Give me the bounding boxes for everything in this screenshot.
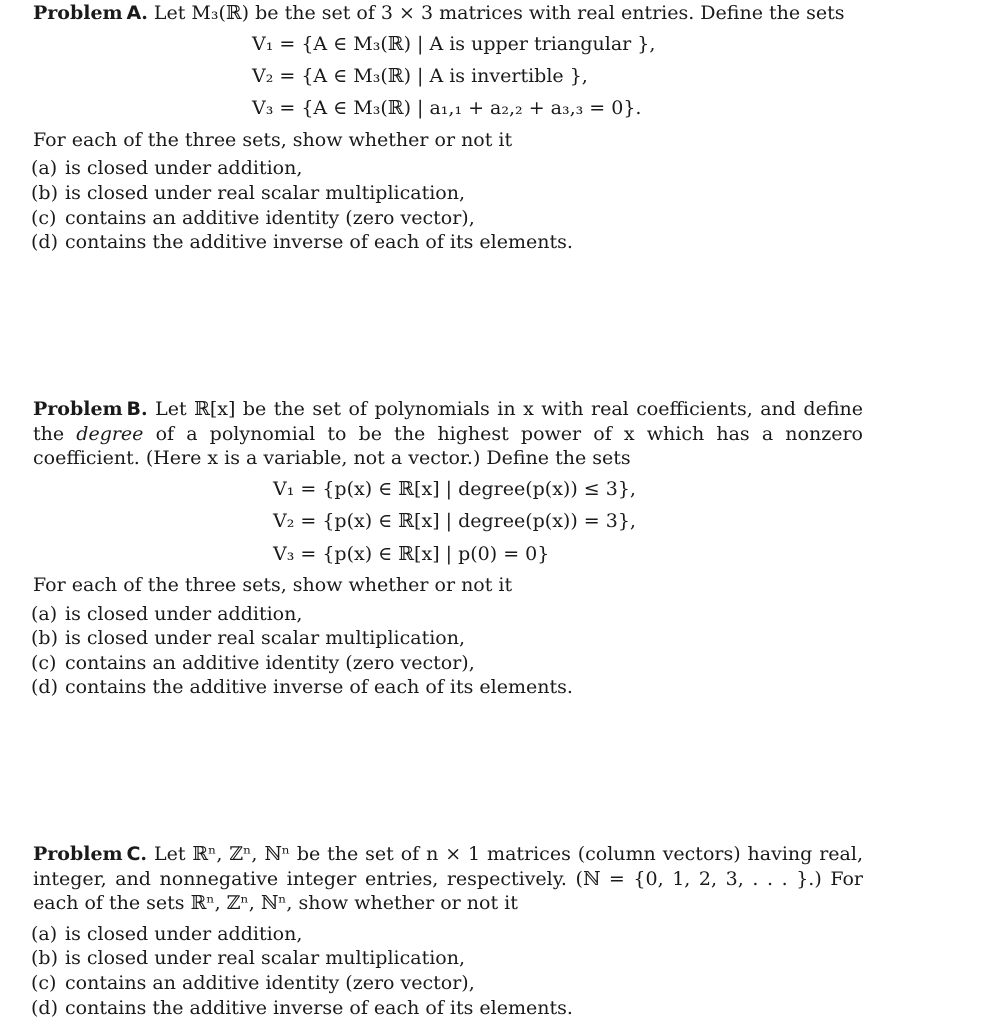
list-item: (c) contains an additive identity (zero vector), <box>31 651 475 674</box>
list-item: (c) contains an additive identity (zero vector), <box>31 971 475 994</box>
list-item: (d) contains the additive inverse of each of its elements. <box>31 676 573 699</box>
list-item: (b) is closed under real scalar multiplication, <box>31 627 465 650</box>
problem-a-intro: For each of the three sets, show whether or not it <box>33 128 513 151</box>
list-item: (d) contains the additive inverse of each of its elements. <box>31 231 573 254</box>
problem-b-intro: For each of the three sets, show whether or not it <box>33 574 513 596</box>
problem-a-checklist <box>33 156 863 254</box>
problem-b-label: Problem B. <box>33 398 148 420</box>
equation: V₂ = {p(x) ∈ ℝ[x] | degree(p(x)) = 3}, <box>273 510 636 533</box>
list-item: (a) is closed under addition, <box>31 922 303 945</box>
problem-c-statement <box>33 842 863 916</box>
list-item: (a) is closed under addition, <box>31 157 303 180</box>
problem-a-equations <box>252 28 863 125</box>
problem-c <box>33 842 863 1020</box>
equation: V₁ = {p(x) ∈ ℝ[x] | degree(p(x)) ≤ 3}, <box>273 477 636 500</box>
list-item: (c) contains an additive identity (zero vector), <box>31 206 475 229</box>
problem-c-label: Problem C. <box>33 843 148 865</box>
list-item: (d) contains the additive inverse of each of its elements. <box>31 996 573 1019</box>
equation: V₂ = {A ∈ M₃(ℝ) | A is invertible }, <box>252 65 588 87</box>
problem-a-text: Let M₃(ℝ) be the set of 3 × 3 matrices with real entries. Define the sets <box>153 2 845 24</box>
list-item: (a) is closed under addition, <box>31 602 303 625</box>
degree-term: degree <box>76 422 144 445</box>
problem-c-checklist <box>33 922 863 1020</box>
problem-b-checklist <box>33 602 863 700</box>
equation: V₃ = {A ∈ M₃(ℝ) | a₁,₁ + a₂,₂ + a₃,₃ = 0}. <box>252 97 642 120</box>
equation: V₃ = {p(x) ∈ ℝ[x] | p(0) = 0} <box>273 542 550 565</box>
problem-a-label: Problem A. <box>33 2 148 24</box>
equation: V₁ = {A ∈ M₃(ℝ) | A is upper triangular }, <box>252 32 656 55</box>
problem-b-statement: Problem B. Let ℝ[x] be the set of polynomials in x with real coefficients, and define the degree of a polynomial to be the highest power of x which has a nonzero coefficient. (Here x is a variable, not a vector.) Define the sets <box>33 398 863 470</box>
problem-b-equations <box>273 473 863 570</box>
problem-a <box>33 1 863 255</box>
problem-a-statement <box>33 1 863 26</box>
problem-b <box>33 397 863 700</box>
list-item: (b) is closed under real scalar multiplication, <box>31 182 465 204</box>
problem-c-text: Let ℝⁿ, ℤⁿ, ℕⁿ be the set of n × 1 matrices (column vectors) having real, integer, and nonnegative integer entries, respectively. (ℕ = {0, 1, 2, 3, . . . }.) For each of the sets ℝⁿ, ℤⁿ, ℕⁿ, show whether or not it <box>33 843 863 915</box>
list-item: (b) is closed under real scalar multiplication, <box>31 947 465 970</box>
